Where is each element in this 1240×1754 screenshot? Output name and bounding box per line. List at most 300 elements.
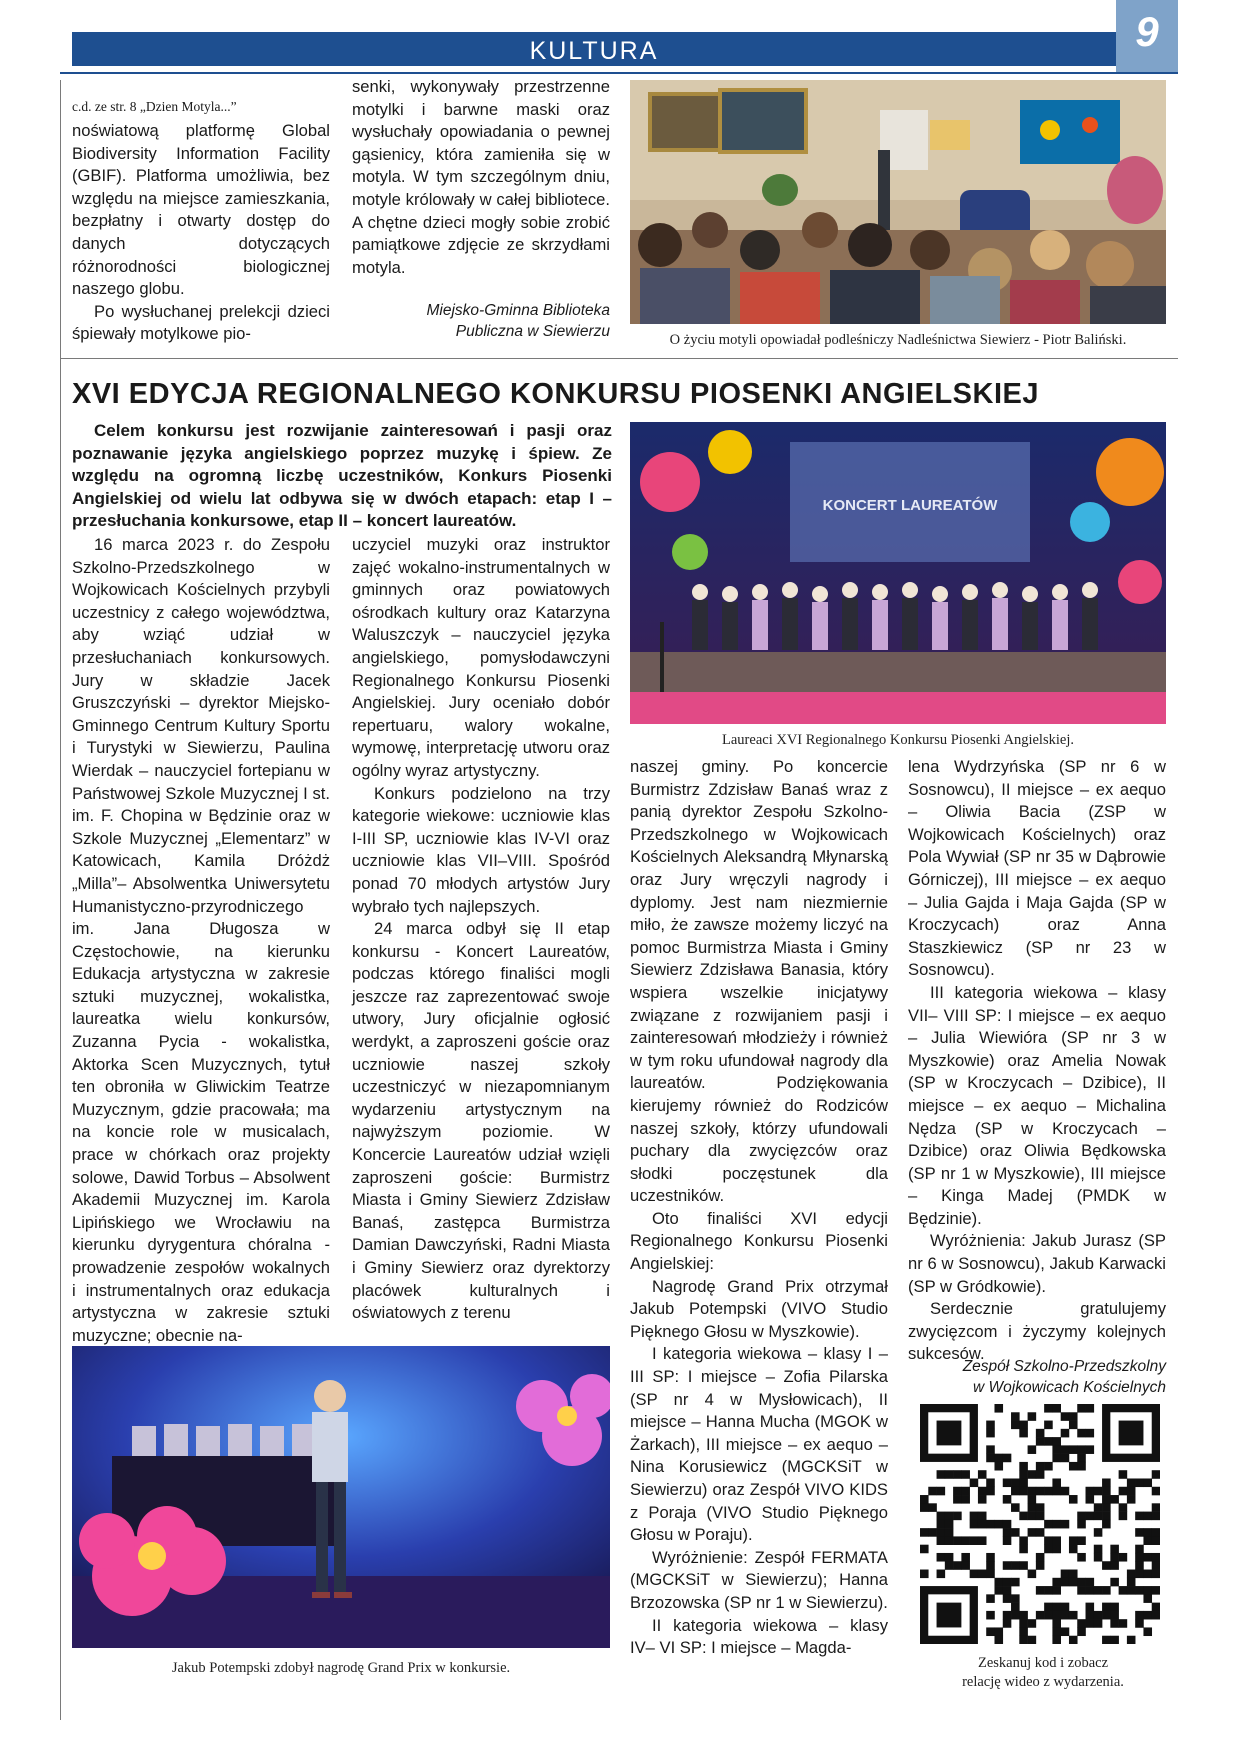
qr-module <box>994 1627 1003 1636</box>
qr-module <box>1003 1611 1012 1620</box>
qr-module <box>1119 1487 1128 1496</box>
qr-module <box>994 1520 1003 1529</box>
qr-module <box>1069 1495 1078 1504</box>
qr-module <box>1028 1503 1037 1512</box>
paragraph: III kategoria wiekowa – klasy VII– VIII SP: I miejsce – ex aequo – Julia Wiewióra (SP nr 3 w Myszkowie) oraz Amelia Nowak (SP w Kroczycach – Dzibice), II miejsce – ex aequo – Michalina Nędza (SP w Kroczycach – Dzibice) oraz Oliwia Będkowska (SP nr 1 w Myszkowie), III miejsce – Kinga Madej (PMDK w Będzinie). <box>908 982 1166 1228</box>
qr-module <box>1094 1512 1103 1521</box>
qr-module <box>1061 1611 1070 1620</box>
main-article-column-4 <box>908 756 1166 1366</box>
qr-module <box>1152 1503 1160 1512</box>
qr-module <box>1152 1561 1160 1570</box>
article-headline: XVI EDYCJA REGIONALNEGO KONKURSU PIOSENKI ANGIELSKIEJ <box>72 378 1039 410</box>
qr-module <box>1044 1586 1053 1595</box>
qr-module <box>1077 1445 1086 1454</box>
qr-module <box>1143 1536 1152 1545</box>
qr-module <box>1011 1611 1020 1620</box>
qr-module <box>1052 1445 1061 1454</box>
qr-module <box>1127 1570 1136 1579</box>
qr-module <box>986 1561 995 1570</box>
qr-module <box>978 1570 987 1579</box>
qr-module <box>986 1445 995 1454</box>
qr-module <box>1152 1528 1160 1537</box>
qr-module <box>1044 1520 1053 1529</box>
qr-module <box>970 1478 979 1487</box>
qr-module <box>1061 1454 1070 1463</box>
qr-module <box>1102 1495 1111 1504</box>
qr-module <box>1110 1553 1119 1562</box>
qr-module <box>953 1495 962 1504</box>
qr-module <box>986 1487 995 1496</box>
qr-module <box>1019 1636 1028 1644</box>
paragraph: Serdecznie gratulujemy zwycięzcom i życzymy kolejnych sukcesów. <box>908 1299 1166 1364</box>
qr-module <box>1003 1536 1012 1545</box>
qr-module <box>1052 1611 1061 1620</box>
qr-module <box>1086 1512 1095 1521</box>
qr-module <box>1036 1462 1045 1471</box>
paragraph: Wyróżnienia: Jakub Jurasz (SP nr 6 w Sosnowcu), Jakub Karwacki (SP w Gródkowie). <box>908 1231 1166 1296</box>
qr-module <box>1094 1611 1103 1620</box>
continuation-note: c.d. ze str. 8 „Dzien Motyla...” <box>72 99 237 114</box>
qr-module <box>1135 1586 1144 1595</box>
qr-module <box>937 1528 946 1537</box>
qr-module <box>953 1512 962 1521</box>
qr-finder-pattern <box>937 1421 962 1446</box>
qr-module <box>1019 1470 1028 1479</box>
qr-module <box>961 1553 970 1562</box>
qr-module <box>1077 1586 1086 1595</box>
qr-module <box>1135 1528 1144 1537</box>
qr-module <box>970 1570 979 1579</box>
qr-module <box>1152 1470 1160 1479</box>
qr-module <box>961 1495 970 1504</box>
qr-module <box>1036 1512 1045 1521</box>
qr-module <box>1069 1412 1078 1421</box>
qr-module <box>978 1512 987 1521</box>
main-article-column-2 <box>352 534 610 1325</box>
qr-module <box>1069 1545 1078 1554</box>
signature-line: Publiczna w Siewierzu <box>455 323 610 340</box>
qr-module <box>1003 1520 1012 1529</box>
qr-module <box>1127 1586 1136 1595</box>
qr-module <box>1143 1553 1152 1562</box>
qr-module <box>1110 1636 1119 1644</box>
qr-module <box>1077 1578 1086 1587</box>
qr-module <box>986 1553 995 1562</box>
qr-module <box>1086 1603 1095 1612</box>
qr-module <box>1143 1611 1152 1620</box>
qr-module <box>1044 1437 1053 1446</box>
qr-module <box>1110 1545 1119 1554</box>
qr-module <box>1036 1528 1045 1537</box>
photo-caption-laureates: Laureaci XVI Regionalnego Konkursu Piosenki Angielskiej. <box>722 732 1074 748</box>
qr-module <box>1086 1445 1095 1454</box>
qr-module <box>1094 1586 1103 1595</box>
paragraph: Oto finaliści XVI edycji Regionalnego Konkursu Piosenki Angielskiej: <box>630 1208 888 1274</box>
qr-module <box>986 1454 995 1463</box>
qr-module <box>1019 1478 1028 1487</box>
qr-module <box>1127 1478 1136 1487</box>
qr-module <box>986 1627 995 1636</box>
qr-module <box>1152 1586 1160 1595</box>
qr-module <box>1127 1487 1136 1496</box>
photo-grand-prix-image <box>72 1346 610 1648</box>
qr-module <box>920 1495 929 1504</box>
qr-module <box>1077 1536 1086 1545</box>
qr-module <box>1127 1636 1136 1644</box>
qr-module <box>1052 1478 1061 1487</box>
qr-module <box>937 1487 946 1496</box>
photo-laureates <box>630 422 1166 724</box>
qr-module <box>961 1470 970 1479</box>
qr-module <box>1077 1404 1086 1413</box>
qr-module <box>1077 1627 1086 1636</box>
qr-module <box>1143 1586 1152 1595</box>
qr-module <box>1069 1462 1078 1471</box>
qr-module <box>1143 1512 1152 1521</box>
qr-module <box>1143 1627 1152 1636</box>
qr-module <box>1036 1503 1045 1512</box>
photo-grand-prix-winner <box>72 1346 610 1648</box>
qr-module <box>986 1520 995 1529</box>
qr-module <box>1102 1586 1111 1595</box>
qr-module <box>1077 1512 1086 1521</box>
qr-module <box>978 1487 987 1496</box>
qr-module <box>1152 1611 1160 1620</box>
qr-finder-pattern <box>937 1603 962 1628</box>
qr-module <box>1102 1636 1111 1644</box>
qr-module <box>1052 1520 1061 1529</box>
qr-module <box>1143 1478 1152 1487</box>
qr-module <box>937 1570 946 1579</box>
paragraph: Wyróżnienie: Zespół FERMATA (MGCKSiT w Siewierzu); Hanna Brzozowska (SP nr 1 w Siewierzu). <box>630 1547 888 1612</box>
qr-module <box>1036 1470 1045 1479</box>
qr-module <box>1028 1445 1037 1454</box>
qr-module <box>1052 1487 1061 1496</box>
top-article-column-1 <box>72 120 330 346</box>
qr-module <box>1003 1586 1012 1595</box>
qr-module <box>1152 1487 1160 1496</box>
qr-module <box>1052 1536 1061 1545</box>
qr-module <box>1011 1578 1020 1587</box>
qr-module <box>1028 1495 1037 1504</box>
qr-module <box>1044 1487 1053 1496</box>
qr-module <box>1094 1545 1103 1554</box>
qr-module <box>1102 1503 1111 1512</box>
paragraph: naszej gminy. Po koncercie Burmistrz Zdzisław Banaś wraz z panią dyrektor Zespołu Szkolno-Przedszkolnego w Wojkowicach Kościelnych Aleksandrą Młynarską oraz Jury wręczyli nagrody i dyplomy. Jest nam niezmiernie miło, że zawsze możemy liczyć na pomoc Burmistrza Miasta i Gminy Siewierz Zdzisława Banasia, który wspiera wszelkie inicjatywy związane z rozwijaniem pasji i zainteresowań młodzieży i również w tym roku ufundował nagrody dla laureatów. Podziękowania kierujemy również do Rodziców naszej szkoły, którzy ufundowali puchary dla zwycięzców oraz słodki poczęstunek dla uczestników. <box>630 757 888 1206</box>
qr-module <box>1028 1636 1037 1644</box>
left-vertical-rule <box>60 80 61 1720</box>
qr-module <box>986 1421 995 1430</box>
qr-module <box>1110 1619 1119 1628</box>
qr-module <box>978 1495 987 1504</box>
qr-module <box>1102 1561 1111 1570</box>
qr-module <box>1036 1561 1045 1570</box>
qr-module <box>1135 1512 1144 1521</box>
signature-line: w Wojkowicach Kościelnych <box>973 1379 1166 1396</box>
qr-module <box>1028 1619 1037 1628</box>
qr-module <box>953 1536 962 1545</box>
qr-module <box>1044 1611 1053 1620</box>
qr-module <box>1077 1429 1086 1438</box>
qr-module <box>937 1553 946 1562</box>
qr-module <box>1077 1619 1086 1628</box>
qr-module <box>1061 1429 1070 1438</box>
qr-module <box>1044 1404 1053 1413</box>
qr-module <box>1003 1578 1012 1587</box>
qr-module <box>1003 1561 1012 1570</box>
qr-module <box>1077 1462 1086 1471</box>
qr-module <box>1094 1528 1103 1537</box>
photo-caption-library: O życiu motyli opowiadał podleśniczy Nadleśnictwa Siewierz - Piotr Baliński. <box>669 332 1127 348</box>
photo-library-lecture <box>630 80 1166 324</box>
qr-module <box>937 1512 946 1521</box>
photo-laureates-image <box>630 422 1166 724</box>
qr-module <box>1028 1528 1037 1537</box>
paragraph: senki, wykonywały przestrzenne motylki i barwne maski oraz wysłuchały opowiadania o pewnej gąsienicy, która zamieniła się w motyla. W tym szczególnym dniu, motyle królowały w całej bibliotece. A chętne dzieci mogły sobie zrobić pamiątkowe zdjęcie ze skrzydłami motyla. <box>352 77 610 277</box>
qr-module <box>1094 1503 1103 1512</box>
qr-module <box>1094 1619 1103 1628</box>
qr-module <box>978 1536 987 1545</box>
qr-module <box>1077 1553 1086 1562</box>
qr-module <box>1052 1619 1061 1628</box>
qr-module <box>978 1470 987 1479</box>
qr-module <box>920 1570 929 1579</box>
qr-module <box>945 1512 954 1521</box>
qr-module <box>1044 1421 1053 1430</box>
paragraph: lena Wydrzyńska (SP nr 6 w Sosnowcu), II miejsce – ex aequo – Oliwia Bacia (ZSP w Wojkowicach Kościelnych) oraz Pola Wywiał (SP nr 35 w Dąbrowie Górniczej), III miejsce – ex aequo – Julia Gajda i Maja Gajda (SP w Kroczycach) oraz Anna Staszkiewicz (SP nr 23 w Sosnowcu). <box>908 757 1166 980</box>
qr-module <box>986 1570 995 1579</box>
qr-module <box>1069 1536 1078 1545</box>
qr-module <box>1044 1536 1053 1545</box>
qr-module <box>1086 1487 1095 1496</box>
main-article-column-1 <box>72 534 330 1347</box>
qr-module <box>1152 1553 1160 1562</box>
qr-module <box>1019 1487 1028 1496</box>
qr-module <box>920 1528 929 1537</box>
qr-module <box>953 1470 962 1479</box>
qr-module <box>937 1520 946 1529</box>
qr-module <box>1102 1478 1111 1487</box>
photo-caption-grand-prix: Jakub Potempski zdobył nagrodę Grand Prix w konkursie. <box>171 1660 511 1676</box>
qr-module <box>1052 1545 1061 1554</box>
qr-module <box>1011 1421 1020 1430</box>
paragraph: I kategoria wiekowa – klasy I – III SP: I miejsce – Zofia Pilarska (SP nr 4 w Mysłowicach), II miejsce – Hanna Mucha (MGOK w Żarkach), III miejsce – ex aequo – Nina Korusiewicz (MGCKSiT w Siewierzu) oraz Zespół VIVO KIDS z Poraja (VIVO Studio Pięknego Głosu w Poraju). <box>630 1344 888 1545</box>
qr-module <box>1019 1462 1028 1471</box>
qr-module <box>945 1520 954 1529</box>
qr-code-image <box>920 1404 1160 1644</box>
qr-module <box>1069 1570 1078 1579</box>
header-rule <box>60 72 1178 74</box>
qr-module <box>1119 1586 1128 1595</box>
qr-module <box>1003 1528 1012 1537</box>
qr-module <box>1152 1512 1160 1521</box>
qr-module <box>920 1545 929 1554</box>
qr-module <box>1110 1578 1119 1587</box>
qr-module <box>1102 1520 1111 1529</box>
qr-module <box>961 1487 970 1496</box>
qr-module <box>986 1478 995 1487</box>
qr-module <box>1061 1487 1070 1496</box>
qr-module <box>1011 1594 1020 1603</box>
qr-module <box>1086 1404 1095 1413</box>
qr-module <box>1019 1611 1028 1620</box>
qr-module <box>1019 1619 1028 1628</box>
qr-module <box>1019 1536 1028 1545</box>
qr-module <box>1094 1553 1103 1562</box>
page-number: 9 <box>1135 8 1159 55</box>
qr-module <box>1127 1578 1136 1587</box>
qr-code[interactable] <box>920 1404 1160 1644</box>
qr-module <box>1135 1478 1144 1487</box>
qr-module <box>1069 1611 1078 1620</box>
qr-module <box>1036 1553 1045 1562</box>
paragraph: noświatową platformę Global Biodiversity Information Facility (GBIF). Platforma umożliwia, bez względu na miejsce zamieszkania, bezpłatny i otwarty dostęp do danych dotyczących różnorodności biologicznej naszego globu. <box>72 121 330 299</box>
qr-module <box>928 1528 937 1537</box>
qr-module <box>986 1611 995 1620</box>
qr-module <box>1110 1561 1119 1570</box>
qr-module <box>1061 1445 1070 1454</box>
qr-module <box>1086 1619 1095 1628</box>
qr-module <box>994 1578 1003 1587</box>
signature-library <box>352 300 610 342</box>
qr-module <box>1143 1594 1152 1603</box>
qr-module <box>1052 1627 1061 1636</box>
qr-module <box>961 1536 970 1545</box>
qr-module <box>1052 1586 1061 1595</box>
top-article-column-2 <box>352 76 610 279</box>
qr-module <box>1094 1487 1103 1496</box>
qr-module <box>1086 1578 1095 1587</box>
qr-module <box>945 1553 954 1562</box>
qr-module <box>1011 1503 1020 1512</box>
qr-module <box>1011 1487 1020 1496</box>
qr-module <box>928 1503 937 1512</box>
qr-module <box>1086 1429 1095 1438</box>
qr-module <box>1061 1603 1070 1612</box>
qr-module <box>1102 1512 1111 1521</box>
paragraph: Po wysłuchanej prelekcji dzieci śpiewały motylkowe pio- <box>72 301 330 344</box>
photo-library-lecture-image <box>630 80 1166 324</box>
qr-module <box>937 1470 946 1479</box>
qr-module <box>1102 1487 1111 1496</box>
qr-module <box>961 1561 970 1570</box>
qr-module <box>986 1429 995 1438</box>
qr-module <box>1011 1603 1020 1612</box>
qr-module <box>1069 1445 1078 1454</box>
qr-module <box>1028 1412 1037 1421</box>
qr-module <box>1019 1561 1028 1570</box>
qr-module <box>1028 1470 1037 1479</box>
qr-module <box>1119 1512 1128 1521</box>
qr-caption <box>908 1654 1178 1692</box>
qr-module <box>1061 1570 1070 1579</box>
qr-module <box>945 1561 954 1570</box>
article-divider <box>60 358 1178 359</box>
qr-module <box>1052 1603 1061 1612</box>
lead-paragraph: Celem konkursu jest rozwijanie zainteresowań i pasji oraz poznawanie języka angielskiego poprzez muzykę i śpiew. Ze względu na ogromną liczbę uczestników, Konkurs Piosenki Angielskiej od wielu lat odbywa się w dwóch etapach: etap I – przesłuchania konkursowe, etap II – koncert laureatów. <box>72 421 612 531</box>
qr-module <box>970 1520 979 1529</box>
qr-module <box>994 1636 1003 1644</box>
qr-module <box>945 1536 954 1545</box>
qr-module <box>986 1594 995 1603</box>
paragraph: Nagrodę Grand Prix otrzymał Jakub Potempski (VIVO Studio Pięknego Głosu w Myszkowie). <box>630 1276 888 1341</box>
qr-module <box>1061 1578 1070 1587</box>
qr-module <box>945 1528 954 1537</box>
qr-module <box>1119 1619 1128 1628</box>
qr-module <box>1069 1421 1078 1430</box>
qr-module <box>1110 1611 1119 1620</box>
main-article-column-3 <box>630 756 888 1660</box>
qr-module <box>1036 1611 1045 1620</box>
qr-module <box>1011 1528 1020 1537</box>
qr-module <box>1152 1536 1160 1545</box>
qr-module <box>1069 1578 1078 1587</box>
qr-module <box>1044 1603 1053 1612</box>
qr-module <box>1152 1603 1160 1612</box>
qr-module <box>994 1462 1003 1471</box>
qr-module <box>1036 1586 1045 1595</box>
qr-module <box>994 1454 1003 1463</box>
qr-module <box>1077 1520 1086 1529</box>
qr-module <box>994 1586 1003 1595</box>
qr-module <box>1019 1545 1028 1554</box>
qr-module <box>953 1487 962 1496</box>
qr-module <box>1003 1454 1012 1463</box>
qr-module <box>1102 1603 1111 1612</box>
qr-module <box>1119 1503 1128 1512</box>
qr-module <box>1019 1512 1028 1521</box>
qr-module <box>1052 1437 1061 1446</box>
stage-banner-text: KONCERT LAUREATÓW <box>822 497 998 514</box>
qr-module <box>1003 1478 1012 1487</box>
qr-module <box>928 1487 937 1496</box>
qr-module <box>1110 1495 1119 1504</box>
qr-module <box>994 1404 1003 1413</box>
qr-module <box>1052 1636 1061 1644</box>
qr-module <box>920 1503 929 1512</box>
qr-module <box>1135 1570 1144 1579</box>
qr-module <box>1044 1545 1053 1554</box>
qr-module <box>1127 1495 1136 1504</box>
qr-module <box>970 1512 979 1521</box>
qr-module <box>1011 1478 1020 1487</box>
qr-module <box>1135 1553 1144 1562</box>
qr-module <box>1052 1404 1061 1413</box>
qr-module <box>1052 1578 1061 1587</box>
qr-module <box>1003 1594 1012 1603</box>
qr-module <box>1003 1495 1012 1504</box>
qr-module <box>1036 1487 1045 1496</box>
qr-module <box>937 1536 946 1545</box>
signature-school <box>908 1356 1166 1398</box>
paragraph: II kategoria wiekowa – klasy IV– VI SP: I miejsce – Magda- <box>630 1615 888 1658</box>
section-title: KULTURA <box>529 37 659 65</box>
signature-line: Miejsko-Gminna Biblioteka <box>426 302 610 319</box>
qr-module <box>1069 1636 1078 1644</box>
qr-module <box>978 1520 987 1529</box>
qr-module <box>1052 1454 1061 1463</box>
qr-module <box>1028 1487 1037 1496</box>
qr-module <box>1061 1520 1070 1529</box>
paragraph: 16 marca 2023 r. do Zespołu Szkolno-Przedszkolnego w Wojkowicach Kościelnych przybyli uczestnicy z całego województwa, aby wziąć udział w przesłuchaniach konkursowych. Jury w składzie Jacek Gruszczyński – dyrektor Miejsko-Gminnego Centrum Kultury Sportu i Turystyki w Siewierzu, Paulina Wierdak – nauczyciel fortepianu w Państwowej Szkole Muzycznej I st. im. F. Chopina w Będzinie oraz w Szkole Muzycznej „Elementarz” w Katowicach, Kamila Dróżdż „Milla”– Absolwentka Uniwersytetu Humanistyczno-przyrodniczego im. Jana Długosza w Częstochowie, na kierunku Edukacja artystyczna w zakresie sztuki muzycznej, wokalistka, laureatka wielu konkursów, Zuzanna Pycia - wokalistka, Aktorka Scen Muzycznych, tytuł ten obroniła w Gliwickim Teatrze Muzycznym, gdzie pracowała; ma na koncie role w musicalach, prace w chórkach oraz projekty solowe, Dawid Torbus – Absolwent Akademii Muzycznej im. Karola Lipińskiego we Wrocławiu na kierunku dyrygentura chóralna - prowadzenie zespołów wokalnych i instrumentalnych oraz edukacja artystyczna w zakresie sztuki muzyczne; obecnie na- <box>72 535 330 1345</box>
qr-caption-line: Zeskanuj kod i zobacz <box>977 1655 1109 1671</box>
qr-module <box>1061 1627 1070 1636</box>
qr-module <box>1086 1611 1095 1620</box>
qr-module <box>1011 1561 1020 1570</box>
qr-module <box>1110 1603 1119 1612</box>
paragraph: Konkurs podzielono na trzy kategorie wiekowe: uczniowie klas I-III SP, uczniowie klas IV-VI oraz uczniowie klas VII–VIII. Spośród ponad 70 młodych artystów Jury wybrało tych najlepszych. <box>352 783 610 916</box>
qr-module <box>1143 1570 1152 1579</box>
